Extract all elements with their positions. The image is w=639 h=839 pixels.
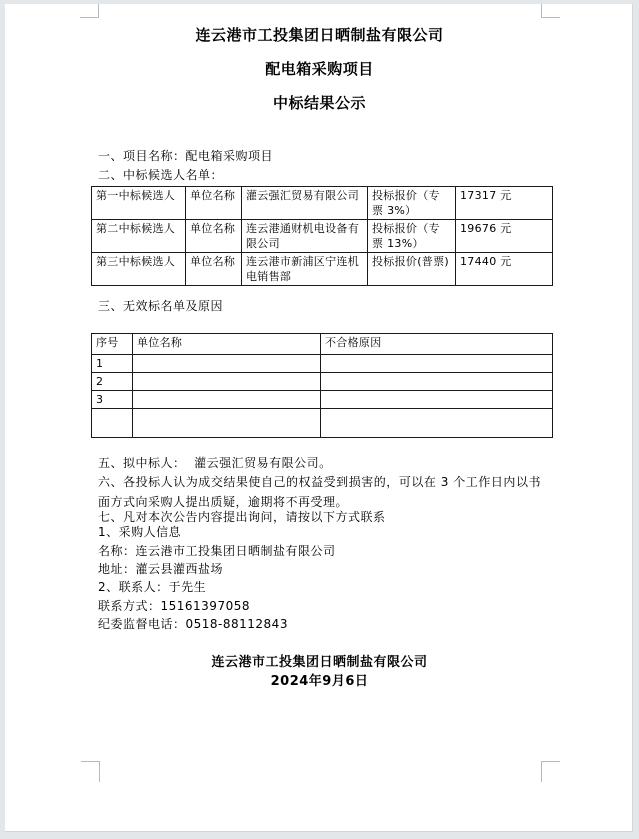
candidate-rank-cell: 第三中标候选人 [92, 253, 186, 286]
margin-crop-mark-bottom-right [541, 761, 560, 782]
reason-cell [321, 373, 553, 391]
reason-cell [321, 355, 553, 373]
section-objection-notice: 六、各投标人认为成交结果使自己的权益受到损害的，可以在 3 个工作日内以书面方式向采购人提出质疑，逾期将不再受理。 [98, 475, 541, 509]
reason-cell [321, 409, 553, 438]
document-page [5, 4, 633, 832]
bid-price-label-cell: 投标报价（专票 13%） [368, 220, 456, 253]
unit-name-cell [133, 391, 321, 409]
margin-crop-mark-bottom-left [81, 761, 100, 782]
bid-price-cell: 17440 元 [456, 253, 553, 286]
contact-phone: 联系方式：15161397058 [98, 599, 250, 613]
table-row [92, 391, 553, 409]
table-row [92, 373, 553, 391]
section-candidates-heading: 二、中标候选人名单： [98, 168, 224, 182]
document-title-project: 配电箱采购项目 [265, 60, 374, 78]
bid-price-cell: 19676 元 [456, 220, 553, 253]
table-row [92, 187, 553, 220]
signature-company: 连云港市工投集团日晒制盐有限公司 [211, 655, 428, 670]
margin-crop-mark-top-right [541, 4, 560, 18]
bid-price-label-cell: 投标报价（专票 3%） [368, 187, 456, 220]
table-row [92, 355, 553, 373]
document-title-company: 连云港市工投集团日晒制盐有限公司 [195, 26, 444, 44]
unit-name-cell [133, 409, 321, 438]
unit-name-cell: 灌云强汇贸易有限公司 [242, 187, 368, 220]
bid-price-label-cell: 投标报价(普票) [368, 253, 456, 286]
candidate-rank-cell: 第一中标候选人 [92, 187, 186, 220]
table-row [92, 409, 553, 438]
unit-name-label-cell: 单位名称 [186, 253, 242, 286]
signature-date: 2024年9月6日 [270, 674, 369, 689]
bid-price-cell: 17317 元 [456, 187, 553, 220]
index-cell: 3 [92, 391, 133, 409]
buyer-address: 地址：灌云县灌西盐场 [98, 562, 224, 576]
header-cell-index: 序号 [92, 334, 133, 355]
table-row [92, 220, 553, 253]
unit-name-label-cell: 单位名称 [186, 220, 242, 253]
unit-name-cell: 连云港通财机电设备有限公司 [242, 220, 368, 253]
section-invalid-bids-heading: 三、无效标名单及原因 [98, 299, 224, 313]
unit-name-label-cell: 单位名称 [186, 187, 242, 220]
unit-name-cell [133, 355, 321, 373]
index-cell [92, 409, 133, 438]
index-cell: 2 [92, 373, 133, 391]
contact-person: 2、联系人：于先生 [98, 580, 207, 594]
unit-name-cell [133, 373, 321, 391]
candidates-table [91, 186, 553, 286]
section-inquiry-contact: 七、凡对本次公告内容提出询问，请按以下方式联系 [98, 510, 386, 524]
table-row [92, 253, 553, 286]
margin-crop-mark-top-left [80, 4, 99, 18]
buyer-name: 名称：连云港市工投集团日晒制盐有限公司 [98, 544, 336, 558]
table-header-row [92, 334, 553, 355]
header-cell-unit-name: 单位名称 [133, 334, 321, 355]
unit-name-cell: 连云港市新浦区宁连机电销售部 [242, 253, 368, 286]
index-cell: 1 [92, 355, 133, 373]
invalid-bids-table [91, 333, 553, 438]
header-cell-reason: 不合格原因 [321, 334, 553, 355]
supervision-phone: 纪委监督电话：0518-88112843 [98, 617, 288, 631]
reason-cell [321, 391, 553, 409]
section-project-name: 一、项目名称：配电箱采购项目 [98, 149, 274, 163]
document-title-announcement: 中标结果公示 [272, 94, 366, 112]
buyer-info-label: 1、采购人信息 [98, 525, 182, 539]
candidate-rank-cell: 第二中标候选人 [92, 220, 186, 253]
section-proposed-winner: 五、拟中标人： 灌云强汇贸易有限公司。 [98, 456, 332, 470]
